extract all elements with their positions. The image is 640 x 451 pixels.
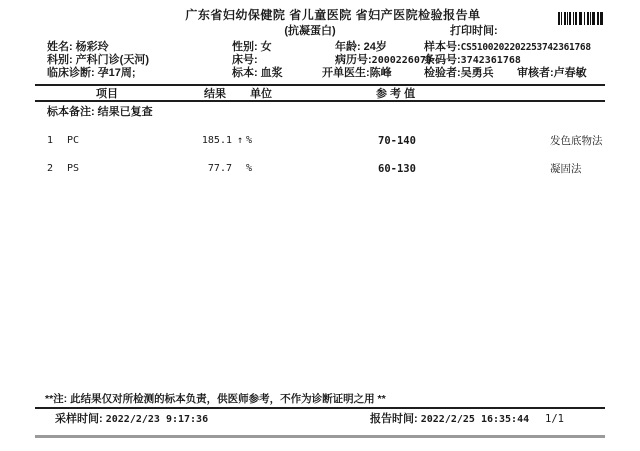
note-underline [35,407,605,409]
patient-name-value: 杨彩玲 [75,41,109,53]
sampling-time-label: 采样时间: [55,413,103,425]
disclaimer-note: **注: 此结果仅对所检测的标本负责，供医师参考，不作为诊断证明之用 ** [45,393,386,405]
patient-age-label: 年龄: [335,41,361,53]
ordering-doctor-field [322,67,392,80]
tester-label: 检验者: [424,67,461,79]
table-header-border [35,100,605,102]
bed-number-label: 床号: [232,54,258,66]
sample-remark-field [47,106,153,119]
sample-number-field [424,41,591,54]
test-item-name: PC [67,135,80,146]
patient-age-value: 24岁 [363,41,387,53]
test-item-name: PS [67,163,80,174]
department-label: 科别: [47,54,73,66]
specimen-field [232,67,283,80]
print-time-label: 打印时间: [450,25,498,37]
column-header-unit: 单位 [250,88,272,100]
barcode-icon [558,12,603,30]
test-unit: % [246,135,253,146]
ordering-doctor-value: 陈峰 [369,67,392,79]
sampling-time-value: 2022/2/23 9:17:36 [105,414,209,425]
test-result-value: 77.7 [207,163,232,174]
tester-value: 吴勇兵 [460,67,494,79]
ordering-doctor-label: 开单医生: [322,67,370,79]
report-subtitle: (抗凝蛋白) [284,25,336,37]
sample-remark-value: 结果已复查 [97,106,153,118]
record-number-field [335,54,432,67]
department-value: 产科门诊(天河) [75,54,149,66]
patient-sex-field [232,41,272,54]
specimen-label: 标本: [232,67,258,79]
patient-sex-value: 女 [260,41,272,53]
department-field [47,54,149,67]
patient-name-field [47,41,109,54]
report-time-label: 报告时间: [370,413,418,425]
column-header-reference: 参 考 值 [376,88,416,100]
reviewer-field [517,67,587,80]
bed-number-field [232,54,261,67]
diagnosis-value: 孕17周; [97,67,136,79]
test-unit-cell [237,135,252,147]
column-header-item: 项目 [96,88,118,100]
patient-age-field [335,41,387,54]
sample-number-value: CS5100202202253742361768 [460,42,591,53]
test-method: 发色底物法 [550,135,603,147]
footer-bottom-border [35,435,605,438]
flag-placeholder [237,163,246,175]
reference-range: 60-130 [378,163,416,175]
report-title: 广东省妇幼保健院 省儿童医院 省妇产医院检验报告单 [185,8,481,22]
high-flag-arrow-icon: ↑ [237,135,244,146]
reference-range: 70-140 [378,135,416,147]
tester-field [424,67,494,80]
record-number-label: 病历号: [335,54,372,66]
test-result-value: 185.1 [201,135,232,146]
specimen-value: 血浆 [260,67,283,79]
patient-sex-label: 性别: [232,41,258,53]
report-time-value: 2022/2/25 16:35:44 [420,414,530,425]
patient-name-label: 姓名: [47,41,73,53]
diagnosis-field [47,67,136,80]
sampling-time-field [55,413,208,426]
barcode-number-label: 条码号: [424,54,461,66]
record-number-value: 2000226079 [371,55,432,66]
column-header-result: 结果 [204,88,226,100]
barcode-number-field [424,54,521,67]
reviewer-label: 审核者: [517,67,554,79]
row-number: 1 [47,135,54,146]
test-unit-cell [237,163,252,175]
reviewer-value: 卢春敏 [553,67,587,79]
test-unit: % [246,163,253,174]
page-number: 1/1 [545,413,564,425]
report-time-field [370,413,529,426]
table-top-border [35,84,605,86]
row-number: 2 [47,163,54,174]
sample-remark-label: 标本备注: [47,106,95,118]
sample-number-label: 样本号: [424,41,461,53]
test-method: 凝固法 [550,163,582,175]
diagnosis-label: 临床诊断: [47,67,95,79]
barcode-number-value: 3742361768 [460,55,521,66]
